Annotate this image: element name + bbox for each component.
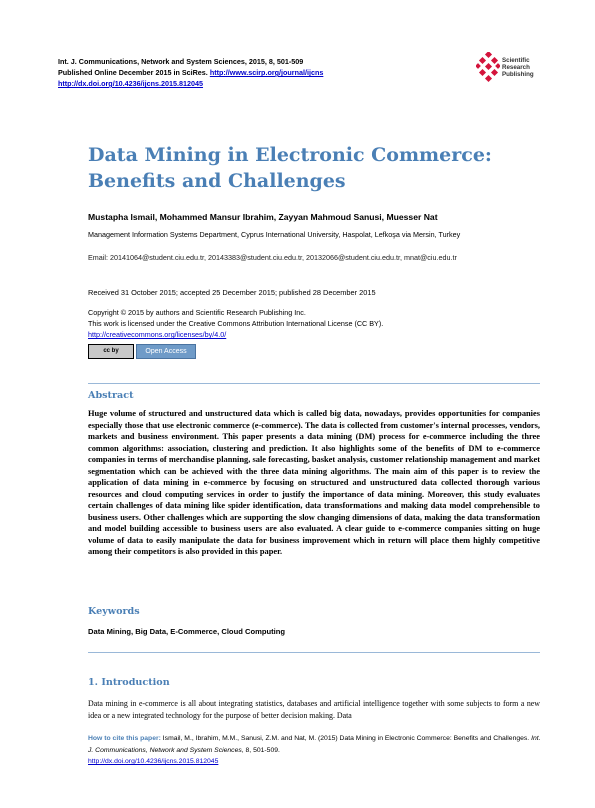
cc-by-badge[interactable]: cc by: [88, 344, 134, 359]
journal-link[interactable]: http://www.scirp.org/journal/ijcns: [209, 68, 324, 77]
keywords-heading: Keywords: [88, 606, 140, 617]
citation-block: [88, 733, 543, 768]
citation-label: How to cite this paper:: [88, 735, 161, 742]
journal-line: Int. J. Communications, Network and System Sciences, 2015, 8, 501-509: [58, 57, 304, 66]
citation-doi-link[interactable]: http://dx.doi.org/10.4236/ijcns.2015.812045: [88, 758, 219, 765]
email: Email: 20141064@student.ciu.edu.tr, 20143383@student.ciu.edu.tr, 20132066@student.ciu.edu.tr, mnat@ciu.edu.tr: [88, 253, 457, 262]
intro-text: Data mining in e-commerce is all about integrating statistics, databases and artificial intelligence together with some subjects to form a new idea or a new integrated technology for the purpose of better decision making. Data: [88, 699, 540, 720]
abstract-heading: Abstract: [88, 390, 134, 401]
divider: [88, 652, 540, 653]
scirp-logo-icon: [476, 52, 500, 86]
abstract-text: Huge volume of structured and unstructured data which is called big data, nowadays, provides opportunities for companies especially those that use electronic commerce (e-commerce). The data is collected from customer's internal processes, vendors, markets and business environment. This paper presents a data mining (DM) process for e-commerce including the three common algorithms: association, clustering and prediction. It also highlights some of the benefits of DM to e-commerce companies in terms of merchandise planning, sale forecasting, basket analysis, customer relationship management and market segmentation which can be achieved with the three data mining algorithms. The main aim of this paper is to review the application of data mining in e-commerce by focusing on structured and unstructured data collected thorough various resources and cloud computing services in order to justify the importance of data mining. Moreover, this study evaluates certain challenges of data mining like spider identification, data transformations and making data model comprehensible to business users. Other challenges which are supporting the slow changing dimensions of data, making the data transformation and model building accessible to business users are also evaluated. A clear guide to e-commerce companies sitting on huge volume of data to easily manipulate the data for business improvement which in return will place them highly competitive among their competitors is also provided in this paper.: [88, 409, 540, 556]
doi-link[interactable]: http://dx.doi.org/10.4236/ijcns.2015.812045: [58, 79, 204, 88]
citation-volume: , 8, 501-509.: [241, 746, 280, 754]
received-dates: Received 31 October 2015; accepted 25 December 2015; published 28 December 2015: [88, 288, 376, 297]
publisher-logo: [476, 52, 566, 94]
copyright-block: [88, 307, 548, 340]
keywords-text: Data Mining, Big Data, E-Commerce, Cloud Computing: [88, 627, 286, 636]
license-link[interactable]: http://creativecommons.org/licenses/by/4.0/: [88, 330, 227, 339]
logo-text: Scientific Research Publishing: [502, 57, 534, 78]
divider: [88, 383, 540, 384]
journal-header: [58, 56, 478, 89]
authors: Mustapha Ismail, Mohammed Mansur Ibrahim, Zayyan Mahmoud Sanusi, Muesser Nat: [88, 212, 438, 222]
affiliation: Management Information Systems Department, Cyprus International University, Haspolat, Lefkoşa via Mersin, Turkey: [88, 230, 461, 239]
license-line: This work is licensed under the Creative Commons Attribution International License (CC BY).: [88, 319, 384, 328]
citation-text: Ismail, M., Ibrahim, M.M., Sanusi, Z.M. and Nat, M. (2015) Data Mining in Electronic Commerce: Benefits and Challenges.: [160, 735, 530, 742]
intro-heading: 1. Introduction: [88, 677, 170, 688]
citation-journal: Int. J. Communications, Network and System Sciences: [88, 735, 541, 754]
published-line: Published Online December 2015 in SciRes. http://www.scirp.org/journal/ijcns: [58, 68, 324, 77]
copyright-line: Copyright © 2015 by authors and Scientific Research Publishing Inc.: [88, 308, 306, 317]
open-access-badge[interactable]: Open Access: [136, 344, 196, 359]
article-title: Data Mining in Electronic Commerce: Benefits and Challenges: [88, 144, 492, 192]
